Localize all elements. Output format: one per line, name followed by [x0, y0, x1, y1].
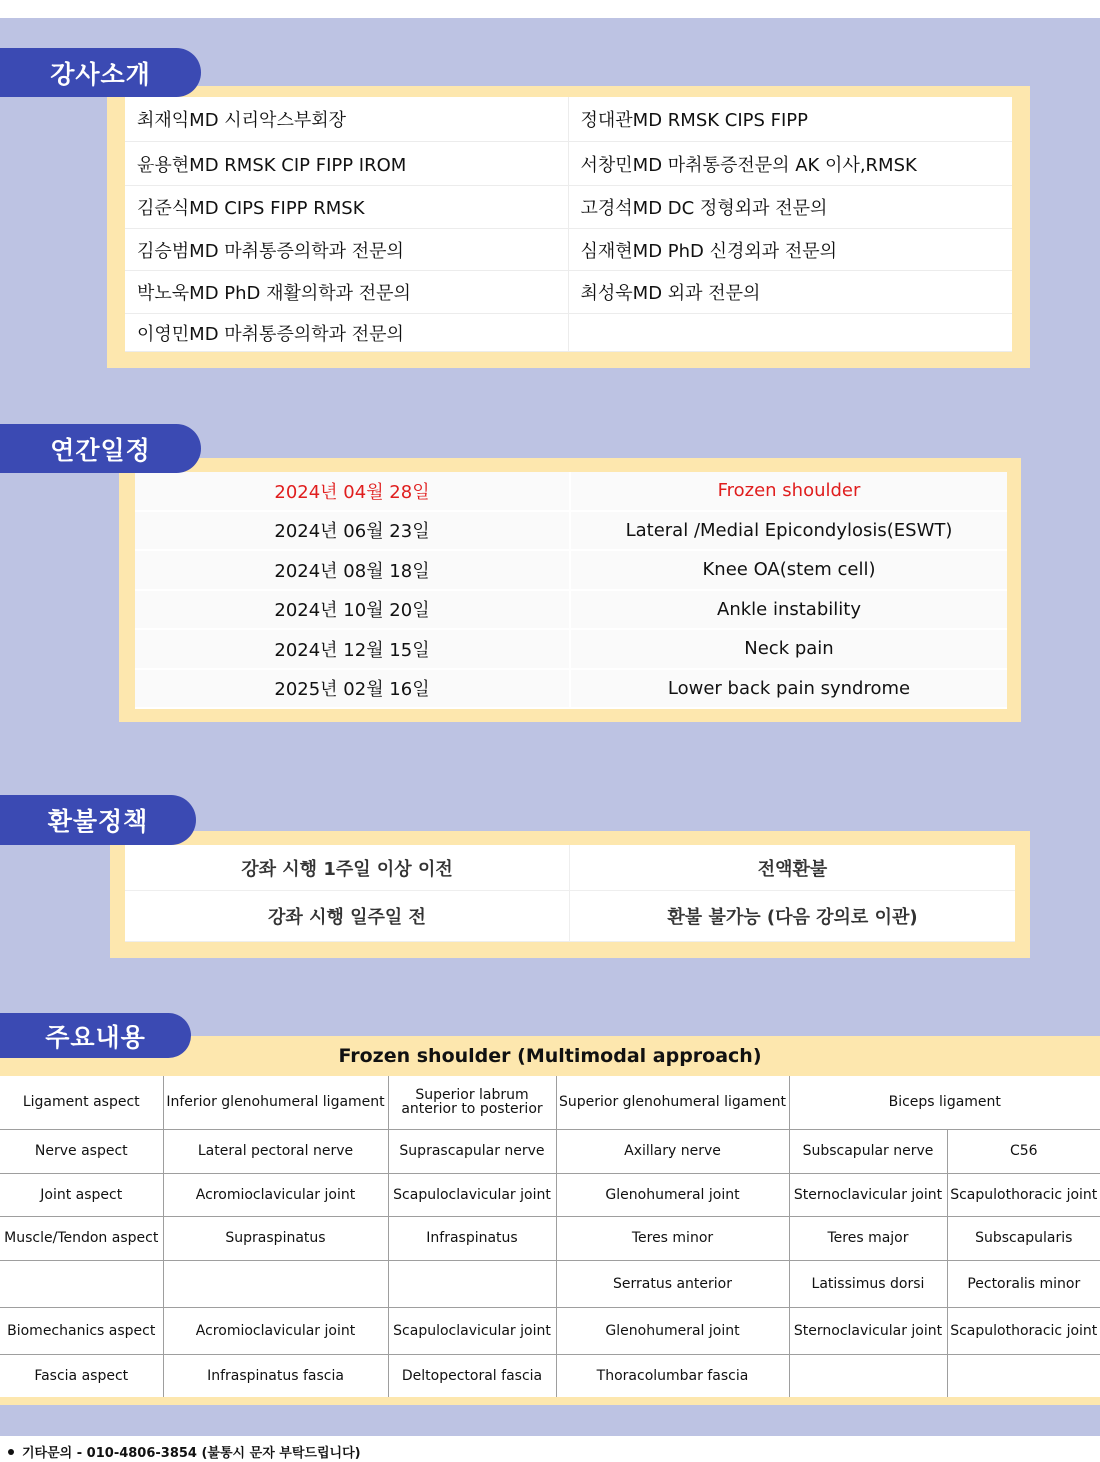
table-cell: Subscapular nerve — [789, 1129, 947, 1173]
table-cell — [388, 1260, 556, 1307]
refund-condition: 강좌 시행 일주일 전 — [125, 891, 570, 942]
table-cell: Fascia aspect — [0, 1354, 163, 1398]
table-row — [0, 1076, 1100, 1129]
table-cell: Joint aspect — [0, 1173, 163, 1216]
table-cell: Axillary nerve — [556, 1129, 789, 1173]
instructors-grid — [125, 97, 1012, 352]
table-cell: Supraspinatus — [163, 1216, 388, 1260]
table-cell — [789, 1354, 947, 1398]
table-cell: Sternoclavicular joint — [789, 1307, 947, 1354]
schedule-date: 2024년 12월 15일 — [135, 630, 571, 670]
table-cell: Superior glenohumeral ligament — [556, 1076, 789, 1129]
schedule-topic: Knee OA(stem cell) — [571, 551, 1007, 591]
instructor-cell: 최재익MD 시리악스부회장 — [125, 97, 569, 142]
instructor-cell: 심재현MD PhD 신경외과 전문의 — [569, 229, 1013, 271]
footer-text: 기타문의 - 010-4806-3854 (불통시 문자 부탁드립니다) — [22, 1446, 361, 1461]
table-cell: Scapulothoracic joint — [947, 1307, 1100, 1354]
instructor-cell: 이영민MD 마취통증의학과 전문의 — [125, 314, 569, 352]
schedule-topic: Neck pain — [571, 630, 1007, 670]
schedule-topic: Ankle instability — [571, 591, 1007, 631]
instructors-section-title: 강사소개 — [0, 48, 201, 97]
table-cell: Serratus anterior — [556, 1260, 789, 1307]
schedule-topic: Frozen shoulder — [571, 472, 1007, 512]
table-cell: Scapuloclavicular joint — [388, 1173, 556, 1216]
table-cell: Deltopectoral fascia — [388, 1354, 556, 1398]
instructor-cell: 고경석MD DC 정형외과 전문의 — [569, 186, 1013, 229]
table-cell — [163, 1260, 388, 1307]
table-cell — [388, 1076, 556, 1129]
table-cell: Scapuloclavicular joint — [388, 1307, 556, 1354]
footer-contact — [8, 1442, 361, 1461]
schedule-date: 2025년 02월 16일 — [135, 670, 571, 710]
table-cell: Pectoralis minor — [947, 1260, 1100, 1307]
schedule-date: 2024년 10월 20일 — [135, 591, 571, 631]
schedule-date: 2024년 06월 23일 — [135, 512, 571, 552]
schedule-topic: Lower back pain syndrome — [571, 670, 1007, 710]
table-cell: Sternoclavicular joint — [789, 1173, 947, 1216]
content-heading: Frozen shoulder (Multimodal approach) — [338, 1045, 762, 1067]
instructor-cell: 김승범MD 마취통증의학과 전문의 — [125, 229, 569, 271]
table-cell: Muscle/Tendon aspect — [0, 1216, 163, 1260]
content-section-title: 주요내용 — [0, 1013, 191, 1058]
schedule-date: 2024년 04월 28일 — [135, 472, 571, 512]
refund-condition: 강좌 시행 1주일 이상 이전 — [125, 845, 570, 891]
table-cell: Acromioclavicular joint — [163, 1307, 388, 1354]
table-cell: Teres major — [789, 1216, 947, 1260]
instructor-cell: 정대관MD RMSK CIPS FIPP — [569, 97, 1013, 142]
schedule-grid — [135, 472, 1007, 709]
table-row — [0, 1307, 1100, 1354]
table-cell: Suprascapular nerve — [388, 1129, 556, 1173]
table-cell: Thoracolumbar fascia — [556, 1354, 789, 1398]
superior-labrum-line-2: anterior to posterior — [401, 1101, 543, 1118]
table-cell: Glenohumeral joint — [556, 1173, 789, 1216]
table-cell: Infraspinatus fascia — [163, 1354, 388, 1398]
content-bottom-band — [0, 1397, 1100, 1405]
table-cell: C56 — [947, 1129, 1100, 1173]
instructor-cell: 서창민MD 마취통증전문의 AK 이사,RMSK — [569, 142, 1013, 186]
schedule-date: 2024년 08월 18일 — [135, 551, 571, 591]
table-cell — [0, 1260, 163, 1307]
table-cell: Acromioclavicular joint — [163, 1173, 388, 1216]
table-row — [0, 1173, 1100, 1216]
superior-labrum-line-1: Superior labrum — [415, 1087, 529, 1104]
instructor-cell — [569, 314, 1013, 352]
content-table — [0, 1076, 1100, 1399]
schedule-section-title: 연간일정 — [0, 424, 201, 473]
table-row — [0, 1129, 1100, 1173]
table-cell: Infraspinatus — [388, 1216, 556, 1260]
schedule-topic: Lateral /Medial Epicondylosis(ESWT) — [571, 512, 1007, 552]
refund-result: 전액환불 — [570, 845, 1015, 891]
refund-section-title: 환불정책 — [0, 795, 196, 845]
table-cell: Latissimus dorsi — [789, 1260, 947, 1307]
instructor-cell: 윤용현MD RMSK CIP FIPP IROM — [125, 142, 569, 186]
table-cell: Teres minor — [556, 1216, 789, 1260]
refund-result: 환불 불가능 (다음 강의로 이관) — [570, 891, 1015, 942]
table-cell: Inferior glenohumeral ligament — [163, 1076, 388, 1129]
table-row — [0, 1354, 1100, 1398]
refund-grid — [125, 845, 1015, 942]
instructor-cell: 박노욱MD PhD 재활의학과 전문의 — [125, 271, 569, 314]
table-cell — [947, 1354, 1100, 1398]
table-cell: Glenohumeral joint — [556, 1307, 789, 1354]
table-row — [0, 1260, 1100, 1307]
bullet-icon — [8, 1449, 14, 1455]
table-cell: Subscapularis — [947, 1216, 1100, 1260]
table-cell: Biomechanics aspect — [0, 1307, 163, 1354]
table-row — [0, 1216, 1100, 1260]
instructor-cell: 김준식MD CIPS FIPP RMSK — [125, 186, 569, 229]
content-table-wrapper — [0, 1076, 1100, 1398]
instructor-cell: 최성욱MD 외과 전문의 — [569, 271, 1013, 314]
table-cell: Nerve aspect — [0, 1129, 163, 1173]
table-cell: Lateral pectoral nerve — [163, 1129, 388, 1173]
table-cell: Ligament aspect — [0, 1076, 163, 1129]
table-cell: Scapulothoracic joint — [947, 1173, 1100, 1216]
table-cell: Biceps ligament — [789, 1076, 1100, 1129]
